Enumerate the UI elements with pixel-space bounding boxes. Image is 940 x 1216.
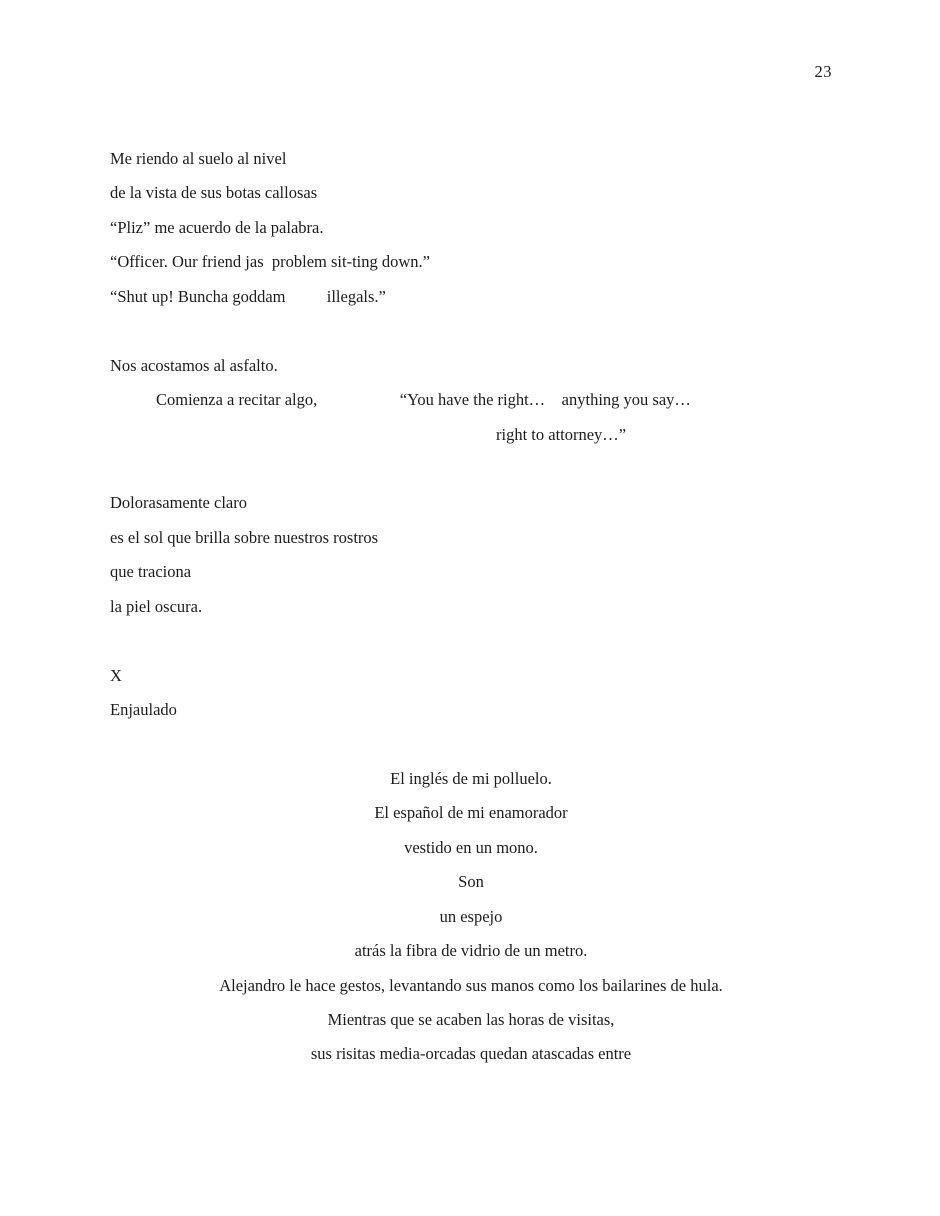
poem-line: Me riendo al suelo al nivel (110, 149, 287, 168)
poem-line: Enjaulado (110, 700, 177, 719)
poem-body (110, 142, 832, 1072)
poem-line: El inglés de mi polluelo. (390, 768, 552, 788)
poem-line: Mientras que se acaben las horas de visitas, (327, 1009, 615, 1029)
poem-line (110, 452, 832, 486)
poem-line: El español de mi enamorador (374, 803, 568, 823)
poem-line: right to attorney…” (496, 424, 627, 444)
poem-line (110, 314, 832, 348)
poem-line: Dolorasamente claro (110, 493, 247, 513)
poem-line: Comienza a recitar algo, “You have the right… anything you say… (156, 390, 691, 410)
poem-line: “Shut up! Buncha goddam illegals.” (110, 286, 386, 306)
poem-line: atrás la fibra de vidrio de un metro. (354, 941, 588, 961)
poem-line: un espejo (439, 906, 503, 926)
poem-line: vestido en un mono. (404, 837, 538, 857)
poem-line: de la vista de sus botas callosas (110, 183, 318, 203)
poem-line: la piel oscura. (110, 596, 203, 616)
poem-line: sus risitas media-orcadas quedan atascadas entre (310, 1044, 632, 1064)
poem-line: Son (458, 872, 484, 892)
poem-line: “Pliz” me acuerdo de la palabra. (110, 217, 324, 237)
poem-line: Alejandro le hace gestos, levantando sus manos como los bailarines de hula. (219, 975, 723, 995)
poem-line: es el sol que brilla sobre nuestros rostros (110, 527, 379, 547)
poem-line: “Officer. Our friend jas problem sit-ting down.” (110, 252, 430, 272)
poem-line: Nos acostamos al asfalto. (110, 355, 278, 375)
poem-line (110, 624, 832, 658)
page-number: 23 (814, 62, 832, 81)
poem-line: que traciona (110, 562, 192, 582)
poem-line (110, 727, 832, 761)
poem-line: X (110, 665, 122, 685)
